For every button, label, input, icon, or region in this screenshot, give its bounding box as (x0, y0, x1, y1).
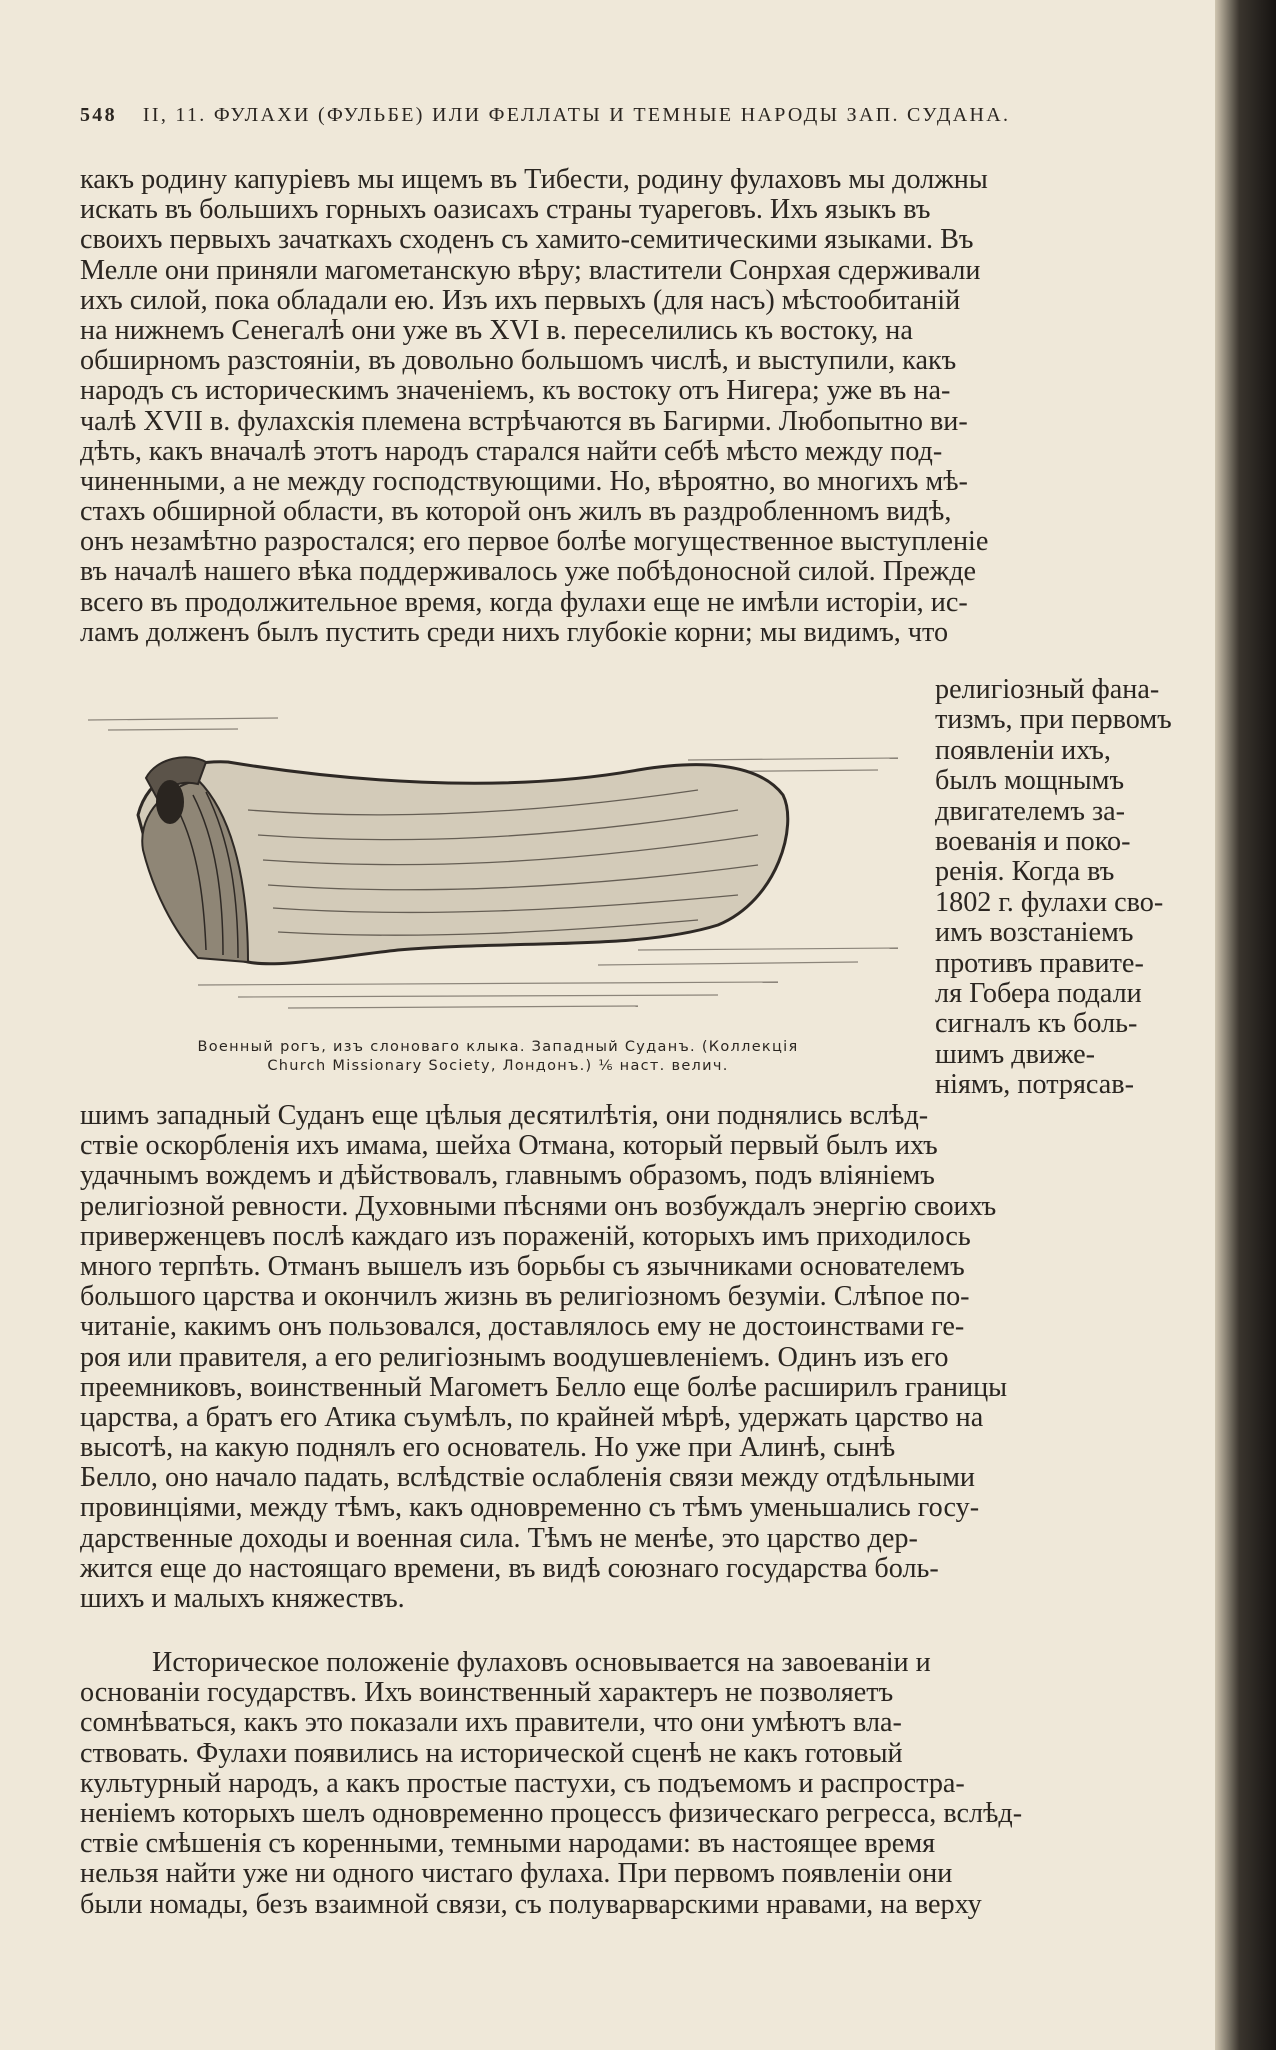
text-line: народъ съ историческимъ значеніемъ, къ востоку отъ Нигера; уже въ на- (80, 375, 951, 407)
text-line: нельзя найти уже ни одного чистаго фулаха. При первомъ появленіи они (80, 1858, 953, 1890)
text-line: дѣть, какъ вначалѣ этотъ народъ старался найти себѣ мѣсто между под- (80, 435, 943, 467)
war-horn-illustration (78, 700, 908, 1040)
text-line: имъ возстаніемъ (935, 917, 1134, 949)
text-line: искать въ большихъ горныхъ оазисахъ страны туареговъ. Ихъ языкъ въ (80, 194, 931, 226)
text-line: культурный народъ, а какъ простые пастухи, съ подъемомъ и распростра- (80, 1767, 965, 1799)
text-line: стахъ обширной области, въ которой онъ жилъ въ раздробленномъ видѣ, (80, 496, 952, 528)
text-line: какъ родину капуріевъ мы ищемъ въ Тибести, родину фулаховъ мы должны (80, 164, 988, 195)
text-line: всего въ продолжительное время, когда фулахи еще не имѣли исторіи, ис- (80, 586, 968, 618)
text-line: большого царства и окончилъ жизнь въ религіозномъ безуміи. Слѣпое по- (80, 1281, 970, 1313)
text-line: шимъ движе- (935, 1038, 1095, 1070)
text-line: 1802 г. фулахи сво- (935, 886, 1164, 918)
text-line: чалѣ XVII в. фулахскія племена встрѣчаются въ Багирми. Любопытно ви- (80, 405, 968, 437)
text-line: жится еще до настоящаго времени, въ видѣ союзнаго государства боль- (80, 1552, 939, 1584)
text-line: въ началѣ нашего вѣка поддерживалось уже побѣдоносной силой. Прежде (80, 556, 977, 588)
text-line: сомнѣваться, какъ это показали ихъ правители, что они умѣютъ вла- (80, 1707, 902, 1739)
text-line: появленіи ихъ, (935, 734, 1111, 766)
text-line: царства, а братъ его Атика съумѣлъ, по крайней мѣрѣ, удержать царство на (80, 1401, 984, 1433)
paragraph-history (80, 1648, 1220, 1920)
paragraph-continued (80, 1101, 1220, 1614)
text-line: сигналъ къ боль- (935, 1008, 1138, 1040)
text-line: ренія. Когда въ (935, 856, 1115, 888)
text-line: двигателемъ за- (935, 795, 1125, 827)
page-number: 548 (80, 104, 117, 126)
side-column-text (935, 675, 1225, 1100)
running-title: II, 11. ФУЛАХИ (ФУЛЬБЕ) ИЛИ ФЕЛЛАТЫ И ТЕМНЫЕ НАРОДЫ ЗАП. СУДАНА. (142, 104, 1011, 126)
text-line: противъ правите- (935, 947, 1144, 979)
text-line: провинціями, между тѣмъ, какъ одновременно съ тѣмъ уменьшались госу- (80, 1492, 980, 1524)
text-line: ствовать. Фулахи появились на исторической сценѣ не какъ готовый (80, 1737, 903, 1769)
text-line: тизмъ, при первомъ (935, 704, 1172, 736)
text-line: чиненными, а не между господствующими. Но, вѣроятно, во многихъ мѣ- (80, 465, 968, 497)
text-line: Белло, оно начало падать, вслѣдствіе ослабленія связи между отдѣльными (80, 1462, 976, 1494)
text-line: на нижнемъ Сенегалѣ они уже въ XVI в. переселились къ востоку, на (80, 314, 913, 346)
text-line: религіозный фана- (935, 674, 1160, 705)
text-line: шихъ и малыхъ княжествъ. (80, 1583, 405, 1614)
text-line: преемниковъ, воинственный Магометъ Белло еще болѣе расширилъ границы (80, 1371, 1008, 1403)
text-line: религіозной ревности. Духовными пѣснями онъ возбуждалъ энергію своихъ (80, 1190, 997, 1222)
text-line: Историческое положеніе фулаховъ основывается на завоеваніи и (152, 1647, 931, 1678)
running-header (80, 104, 1165, 127)
text-line: онъ незамѣтно разростался; его первое болѣе могущественное выступленіе (80, 526, 989, 558)
text-line: ихъ силой, пока обладали ею. Изъ ихъ первыхъ (для насъ) мѣстообитаній (80, 284, 961, 316)
text-line: высотѣ, на какую поднялъ его основатель. Но уже при Алинѣ, сынѣ (80, 1432, 896, 1464)
text-line: воеванія и поко- (935, 825, 1131, 857)
text-line: роя или правителя, а его религіознымъ воодушевленіемъ. Одинъ изъ его (80, 1341, 949, 1373)
text-line: шимъ западный Суданъ еще цѣлыя десятилѣтія, они поднялись вслѣд- (80, 1100, 929, 1131)
text-line: дарственные доходы и военная сила. Тѣмъ не менѣе, это царство дер- (80, 1522, 918, 1554)
text-line: Мелле они приняли магометанскую вѣру; властители Сонрхая сдерживали (80, 254, 981, 286)
text-line: ля Гобера подали (935, 977, 1142, 1009)
text-line: ствіе оскорбленія ихъ имама, шейха Отмана, который первый былъ ихъ (80, 1130, 938, 1162)
text-line: ствіе смѣшенія съ коренными, темными народами: въ настоящее время (80, 1828, 936, 1860)
text-line: ніямъ, потрясав- (935, 1069, 1134, 1101)
text-line: удачнымъ вождемъ и дѣйствовалъ, главнымъ образомъ, подъ вліяніемъ (80, 1160, 935, 1192)
text-line: основаніи государствъ. Ихъ воинственный характеръ не позволяетъ (80, 1677, 894, 1709)
caption-line: Военный рогъ, изъ слоноваго клыка. Западный Суданъ. (Коллекція (197, 1039, 799, 1055)
text-line: своихъ первыхъ зачаткахъ сходенъ съ хамито-семитическими языками. Въ (80, 224, 974, 256)
text-line: неніемъ которыхъ шелъ одновременно процессъ физическаго регресса, вслѣд- (80, 1797, 1023, 1829)
caption-line: Church Missionary Society, Лондонъ.) ⅙ наст. велич. (267, 1058, 729, 1074)
text-line: ламъ долженъ былъ пустить среди нихъ глубокіе корни; мы видимъ, что (80, 616, 949, 648)
text-line: много терпѣть. Отманъ вышелъ изъ борьбы съ язычниками основателемъ (80, 1250, 965, 1282)
figure-caption (88, 1038, 908, 1076)
paragraph-top (80, 165, 1220, 648)
text-line: читаніе, какимъ онъ пользовался, доставлялось ему не достоинствами ге- (80, 1311, 965, 1343)
text-line: были номады, безъ взаимной связи, съ полуварварскими нравами, на верху (80, 1888, 982, 1920)
text-line: обширномъ разстояніи, въ довольно большомъ числѣ, и выступили, какъ (80, 345, 957, 377)
text-line: былъ мощнымъ (935, 765, 1125, 797)
text-line: приверженцевъ послѣ каждаго изъ пораженій, которыхъ имъ приходилось (80, 1220, 971, 1252)
